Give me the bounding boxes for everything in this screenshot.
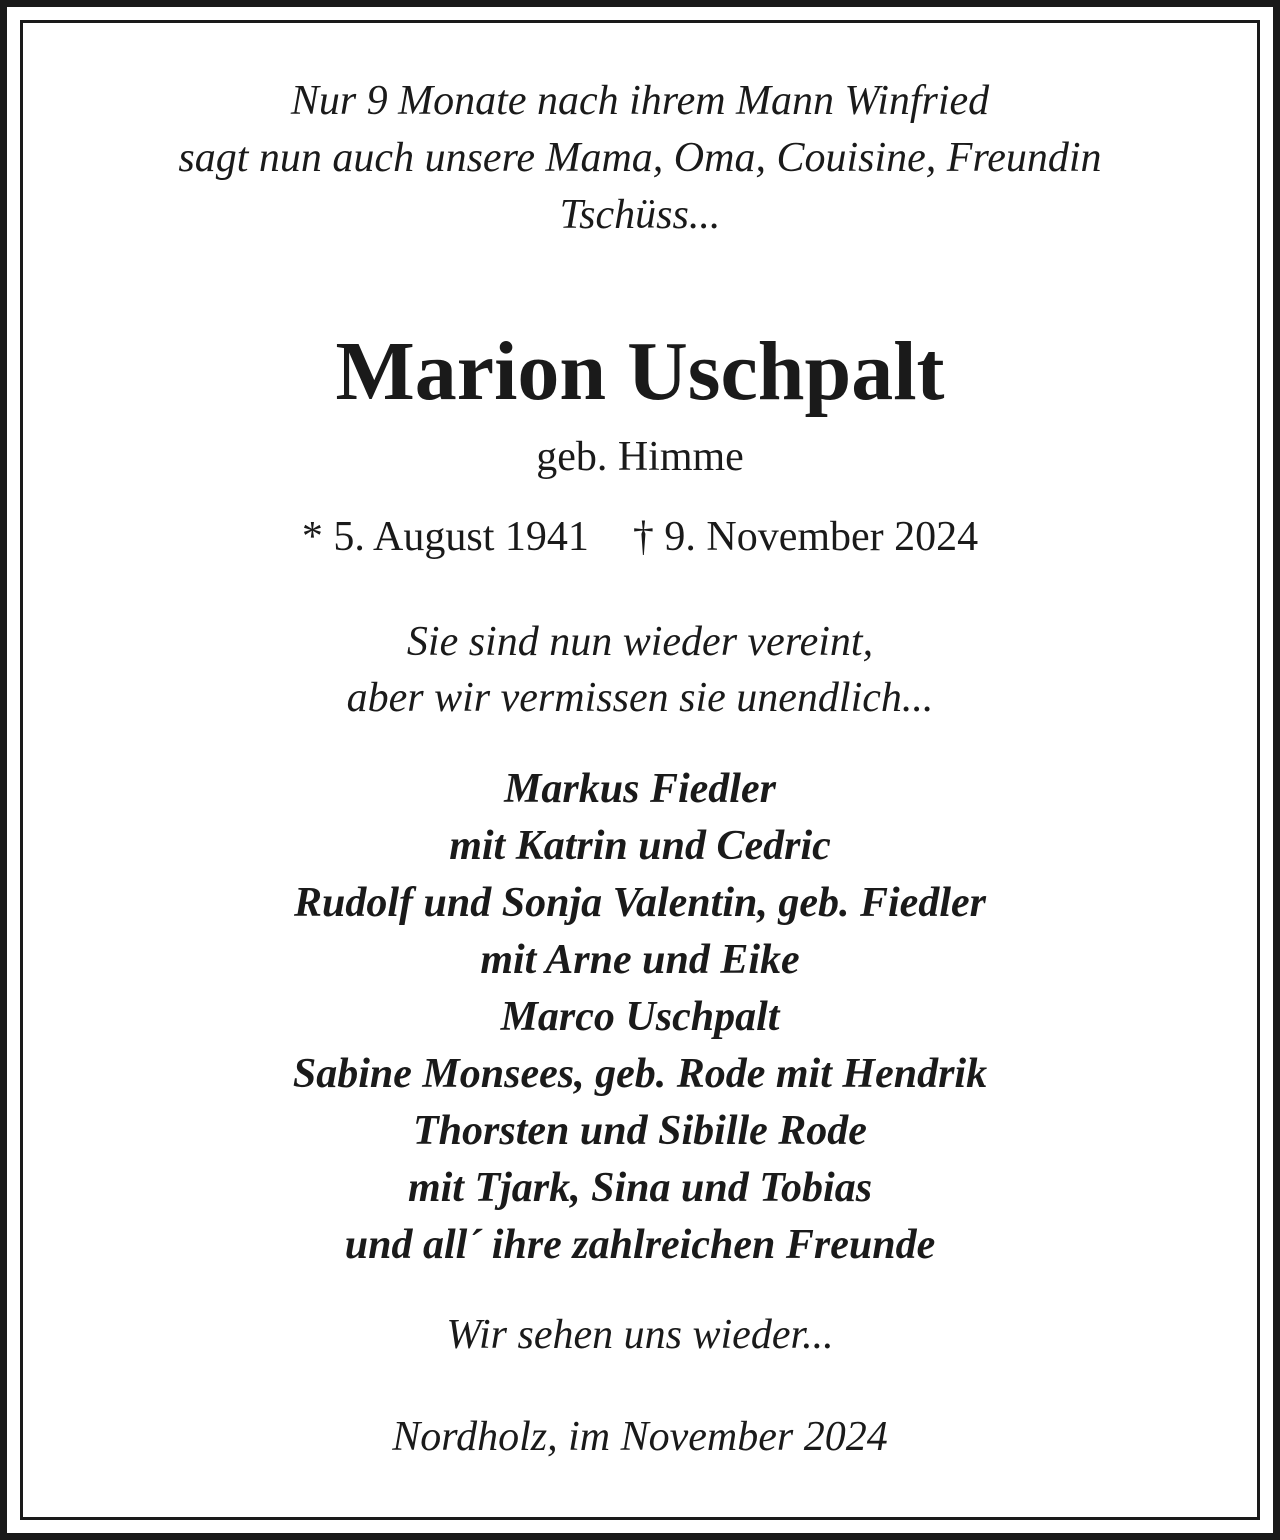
intro-text: [20, 73, 1260, 244]
mourner-line: mit Arne und Eike: [480, 937, 800, 983]
intro-line: sagt nun auch unsere Mama, Oma, Couisine, Freundin: [178, 135, 1102, 181]
verse-text: [20, 614, 1260, 726]
mourner-line: Rudolf und Sonja Valentin, geb. Fiedler: [294, 880, 986, 926]
closing-line: Wir sehen uns wieder...: [446, 1312, 834, 1358]
death-date: † 9. November 2024: [632, 514, 979, 560]
mourner-line: Sabine Monsees, geb. Rode mit Hendrik: [292, 1051, 988, 1097]
life-dates: [20, 512, 1260, 562]
mourner-line: und all´ ihre zahlreichen Freunde: [344, 1222, 936, 1268]
mourner-line: mit Tjark, Sina und Tobias: [407, 1165, 873, 1211]
mourner-line: mit Katrin und Cedric: [449, 823, 831, 869]
mourner-line: Thorsten und Sibille Rode: [413, 1108, 867, 1154]
intro-line: Tschüss...: [559, 192, 721, 238]
mourners-list: [20, 761, 1260, 1274]
mourner-line: Marco Uschpalt: [500, 994, 780, 1040]
verse-line: Sie sind nun wieder vereint,: [406, 619, 874, 665]
birth-date: * 5. August 1941: [301, 514, 589, 560]
deceased-name: Marion Uschpalt: [335, 325, 945, 418]
obituary-notice: [20, 20, 1260, 1520]
intro-line: Nur 9 Monate nach ihrem Mann Winfried: [290, 78, 990, 124]
place-and-date: Nordholz, im November 2024: [392, 1414, 888, 1460]
verse-line: aber wir vermissen sie unendlich...: [346, 675, 934, 721]
maiden-name: geb. Himme: [536, 434, 744, 480]
mourner-line: Markus Fiedler: [504, 766, 776, 812]
